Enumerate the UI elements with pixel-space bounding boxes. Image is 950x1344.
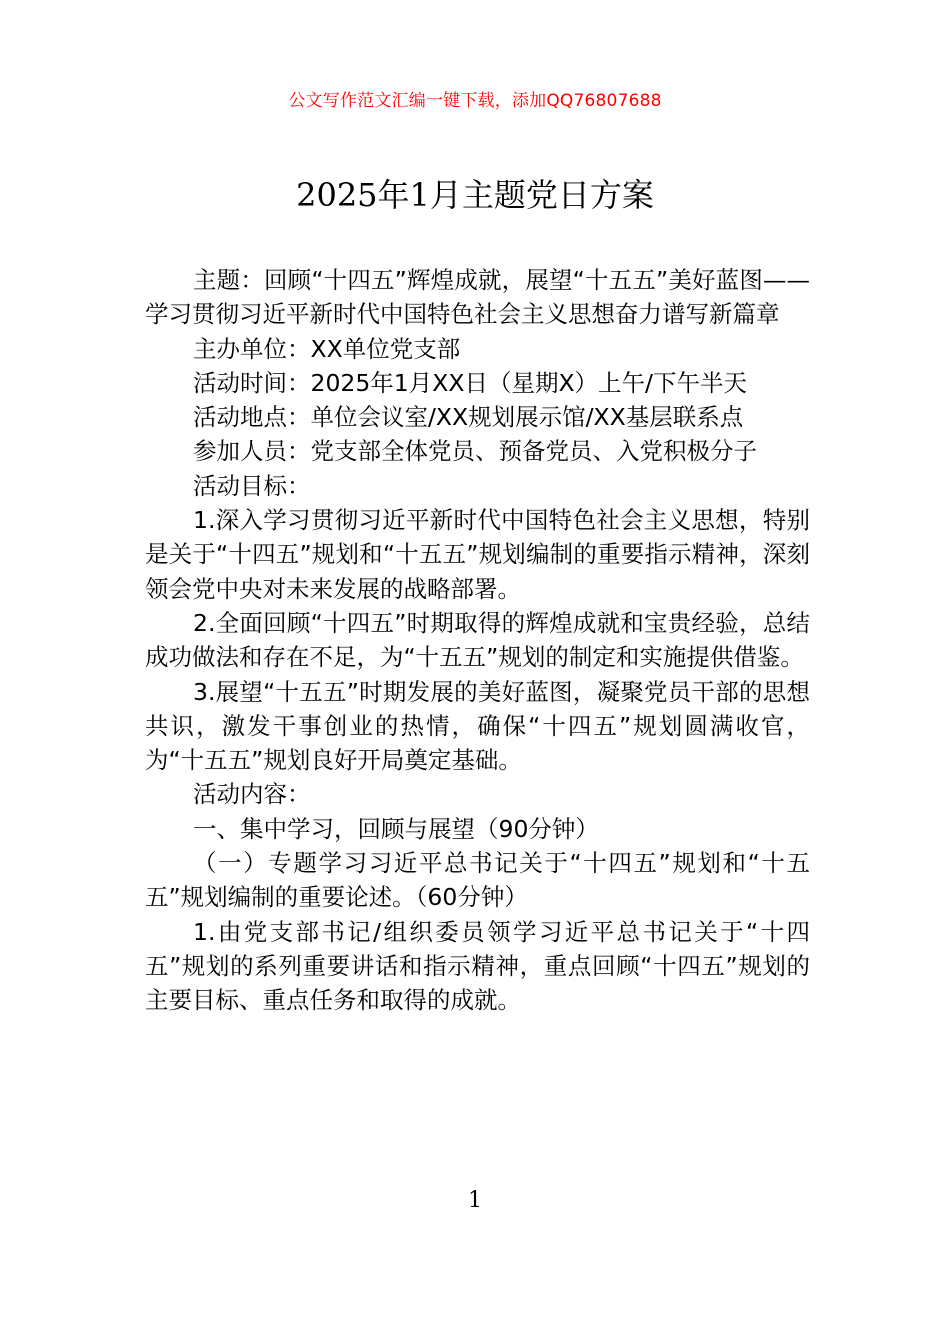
paragraph-subsection-1: （一）专题学习习近平总书记关于“十四五”规划和“十五五”规划编制的重要论述。（60分钟） [145, 849, 810, 912]
paragraph-goal-1: 1.深入学习贯彻习近平新时代中国特色社会主义思想，特别是关于“十四五”规划和“十五五”规划编制的重要指示精神，深刻领会党中央对未来发展的战略部署。 [145, 506, 810, 603]
paragraph-goal-2: 2.全面回顾“十四五”时期取得的辉煌成就和宝贵经验，总结成功做法和存在不足，为“十五五”规划的制定和实施提供借鉴。 [145, 608, 810, 672]
document-title: 2025年1月主题党日方案 [296, 176, 654, 214]
paragraph-organizer: 主办单位：XX单位党支部 [193, 334, 461, 363]
paragraph-section-1: 一、集中学习，回顾与展望（90分钟） [193, 814, 599, 843]
paragraph-goals-heading: 活动目标： [193, 471, 311, 500]
paragraph-content-heading: 活动内容： [193, 780, 311, 809]
paragraph-goal-3: 3.展望“十五五”时期发展的美好蓝图，凝聚党员干部的思想共识，激发干事创业的热情，确保“十四五”规划圆满收官，为“十五五”规划良好开局奠定基础。 [145, 677, 810, 775]
paragraph-participants: 参加人员：党支部全体党员、预备党员、入党积极分子 [193, 437, 757, 466]
document-body [145, 263, 810, 1018]
paragraph-item-1: 1.由党支部书记/组织委员领学习近平总书记关于“十四五”规划的系列重要讲话和指示精神，重点回顾“十四五”规划的主要目标、重点任务和取得的成就。 [145, 917, 810, 1015]
paragraph-theme: 主题：回顾“十四五”辉煌成就，展望“十五五”美好蓝图——学习贯彻习近平新时代中国特色社会主义思想奋力谱写新篇章 [145, 266, 810, 329]
page-number: 1 [468, 1188, 482, 1213]
paragraph-location: 活动地点：单位会议室/XX规划展示馆/XX基层联系点 [193, 403, 744, 432]
paragraph-time: 活动时间：2025年1月XX日（星期X）上午/下午半天 [193, 368, 747, 397]
download-notice: 公文写作范文汇编一键下载，添加QQ76807688 [288, 91, 662, 111]
